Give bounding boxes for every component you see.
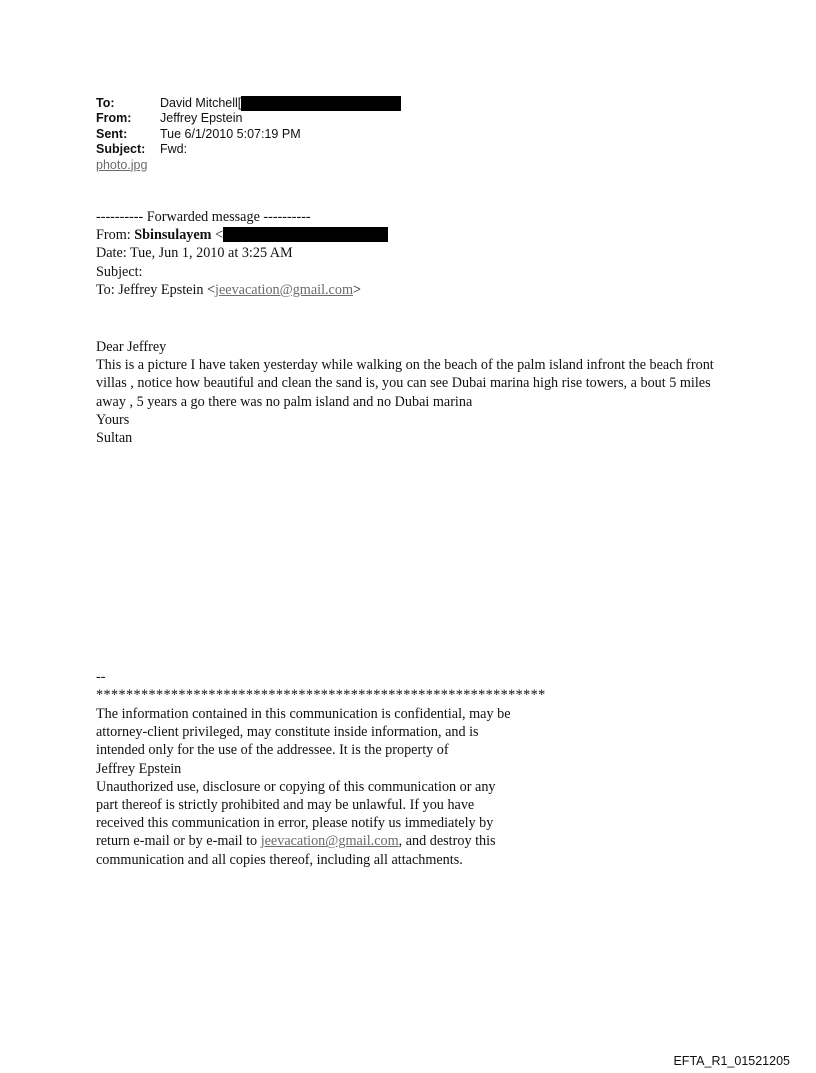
sender-signature: Sultan <box>96 430 133 447</box>
signature-dashes: -- <box>96 669 106 685</box>
disclaimer <box>96 705 516 869</box>
redaction-bar <box>241 96 401 111</box>
disclaimer-text-1: The information contained in this communication is confidential, may be attorney-client privileged, may constitute inside information, and is intended only for the use of the addressee. It is the property of <box>96 706 511 759</box>
forward-subject: Subject: <box>96 263 143 280</box>
disclaimer-owner: Jeffrey Epstein <box>96 760 182 777</box>
to-value: David Mitchell[ <box>160 96 242 110</box>
attachment-row <box>96 158 401 173</box>
to-label: To: <box>96 96 115 110</box>
from-row <box>96 111 401 126</box>
subject-label: Subject: <box>96 142 146 157</box>
subject-row <box>96 142 401 157</box>
forward-separator: ---------- Forwarded message ---------- <box>96 209 311 225</box>
to-row <box>96 96 401 111</box>
redaction-bar <box>223 227 388 242</box>
forward-to-suffix: > <box>353 281 362 298</box>
email-header <box>96 96 401 173</box>
sent-label: Sent: <box>96 126 128 141</box>
signature-stars: ************************************************************ <box>96 687 546 704</box>
sent-row <box>96 127 401 142</box>
subject-value: Fwd: <box>160 142 188 157</box>
body-text: This is a picture I have taken yesterday while walking on the beach of the palm island infront the beach front villas , notice how beautiful and clean the sand is, you can see Dubai marina high rise towers, a bout 5 miles away , 5 years a go there was no palm island and no Dubai marina <box>96 357 714 410</box>
sent-value: Tue 6/1/2010 5:07:19 PM <box>160 126 301 141</box>
forward-to-email-link[interactable]: jeevacation@gmail.com <box>215 281 353 298</box>
forward-to-prefix: To: Jeffrey Epstein < <box>96 281 216 298</box>
forward-date: Date: Tue, Jun 1, 2010 at 3:25 AM <box>96 245 293 262</box>
closing: Yours <box>96 411 130 428</box>
forwarded-header <box>96 208 388 299</box>
document-id: EFTA_R1_01521205 <box>673 1054 790 1068</box>
from-label: From: <box>96 111 132 126</box>
from-value: Jeffrey Epstein <box>160 111 243 126</box>
greeting: Dear Jeffrey <box>96 339 167 355</box>
forward-from-prefix: From: <box>96 227 135 244</box>
signature-separator <box>96 668 546 704</box>
forward-from-suffix: < <box>211 227 224 244</box>
disclaimer-text-2 <box>96 778 516 869</box>
forward-from-name: Sbinsulayem <box>134 227 212 244</box>
forward-to-row <box>96 281 388 299</box>
disclaimer-email-link[interactable]: jeevacation@gmail.com <box>260 833 399 850</box>
forward-from-row <box>96 226 388 244</box>
attachment-link[interactable]: photo.jpg <box>96 157 148 172</box>
disclaimer-text-2-prefix: Unauthorized use, disclosure or copying of this communication or any part thereof is strictly prohibited and may be unlawful. If you have received this communication in error, please notify us immediately by return e-mail or by e-mail to <box>96 778 496 850</box>
disclaimer-text-2-suffix: , and destroy this communication and all copies thereof, including all attachments. <box>96 833 496 868</box>
message-body <box>96 338 736 447</box>
